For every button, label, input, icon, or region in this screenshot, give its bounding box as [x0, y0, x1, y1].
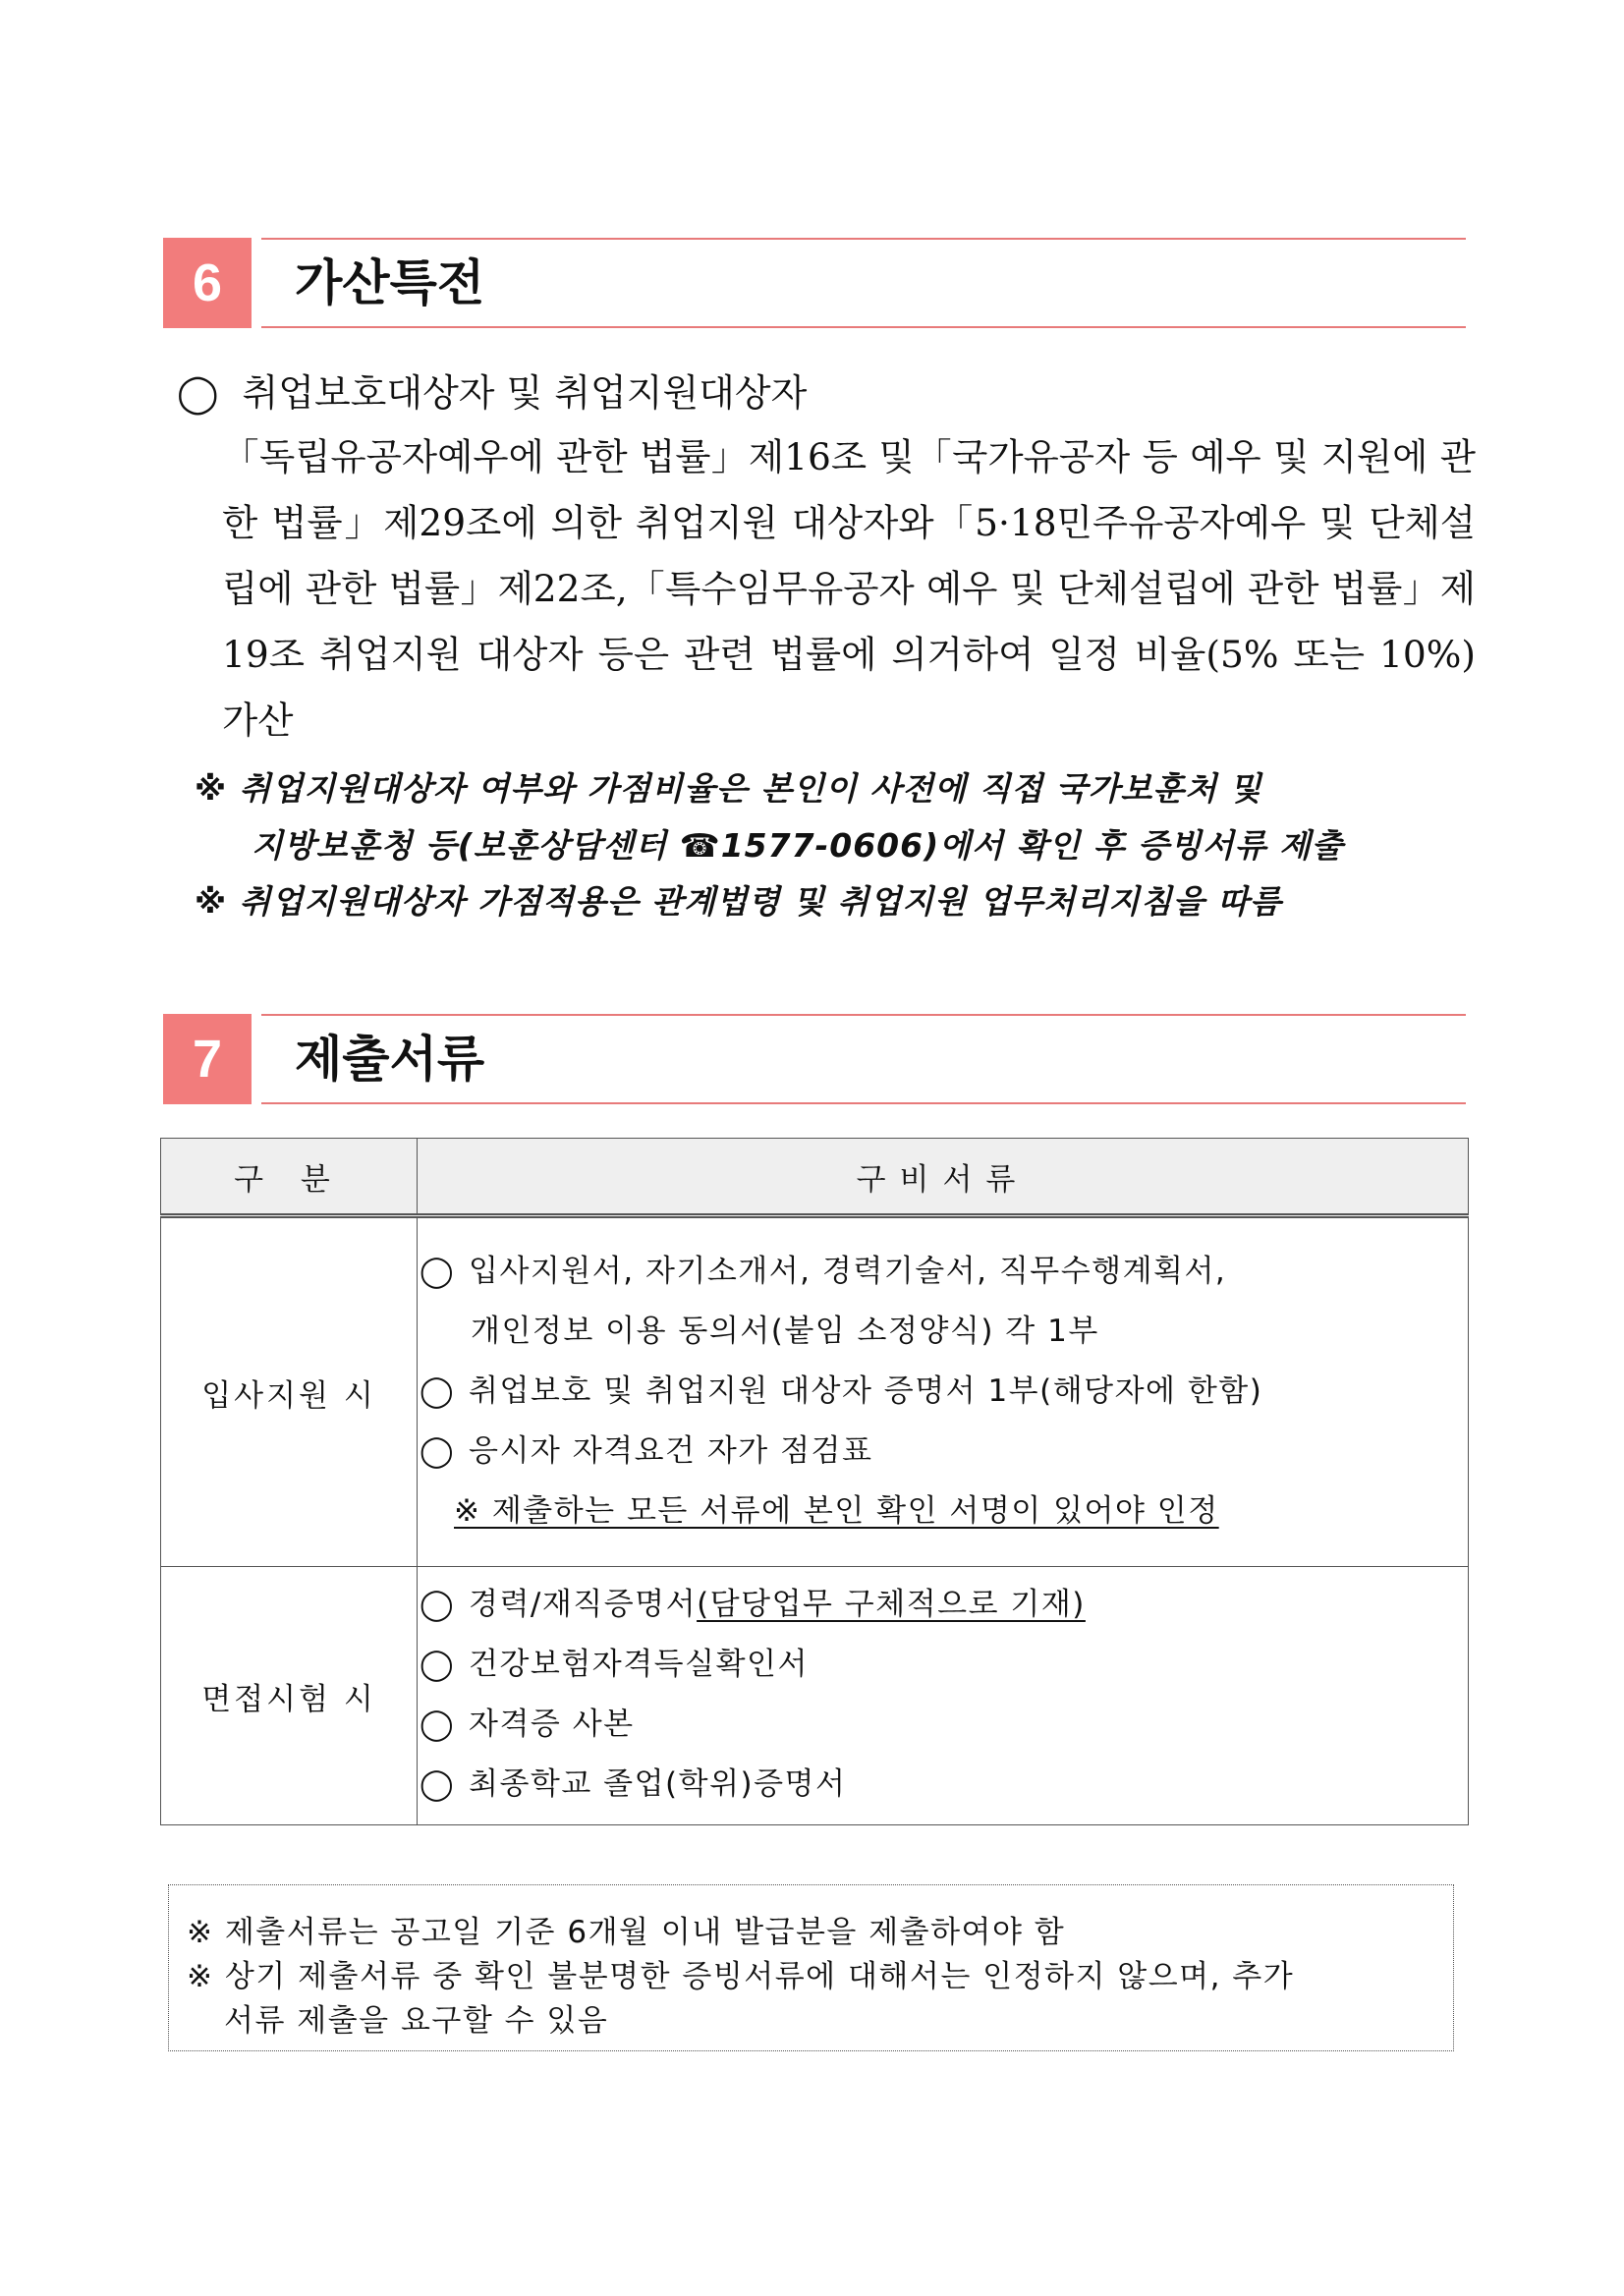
- bonus-item-heading: [177, 365, 807, 420]
- list-item: ◯ 경력/재직증명서(담당업무 구체적으로 기재): [123, 1575, 1468, 1635]
- list-item: ◯ 입사지원서, 자기소개서, 경력기술서, 직무수행계획서,: [123, 1242, 1468, 1302]
- section-title: 가산특전: [295, 254, 485, 311]
- circle-bullet-icon: ◯: [420, 1433, 456, 1469]
- section-number-badge: 7: [163, 1014, 252, 1104]
- category-interview: 면접시험 시: [161, 1567, 418, 1825]
- bonus-item-title: 취업보호대상자 및 취업지원대상자: [242, 371, 808, 415]
- table-row-application: [161, 1216, 1469, 1567]
- header-documents: 구비서류: [418, 1139, 1469, 1216]
- circle-bullet-icon: ◯: [420, 1647, 456, 1682]
- category-application: 입사지원 시: [161, 1216, 418, 1567]
- list-item: ◯ 자격증 사본: [123, 1695, 1468, 1755]
- section-number-badge: 6: [163, 238, 252, 328]
- circle-bullet-icon: ◯: [420, 1766, 456, 1802]
- list-item-continuation: 개인정보 이용 동의서(붙임 소정양식) 각 1부: [471, 1314, 1099, 1349]
- bonus-note-1-line-1: ※ 취업지원대상자 여부와 가점비율은 본인이 사전에 직접 국가보훈처 및: [195, 769, 1262, 808]
- submission-notice-box: [168, 1884, 1454, 2051]
- list-item: ◯ 취업보호 및 취업지원 대상자 증명서 1부(해당자에 한함): [123, 1362, 1468, 1422]
- circle-bullet-icon: ◯: [420, 1373, 456, 1409]
- list-item: ◯ 최종학교 졸업(학위)증명서: [123, 1755, 1468, 1815]
- notice-line: 서류 제출을 요구할 수 있음: [224, 2003, 609, 2039]
- bonus-note-2: ※ 취업지원대상자 가점적용은 관계법령 및 취업지원 업무처리지침을 따름: [195, 882, 1282, 921]
- section-6-header: [163, 238, 1466, 328]
- interview-document-list: [418, 1567, 1469, 1825]
- circle-bullet-icon: ◯: [420, 1707, 456, 1742]
- notice-line: ※ 상기 제출서류 중 확인 불분명한 증빙서류에 대해서는 인정하지 않으며, 추가: [187, 1959, 1295, 1994]
- documents-table: [160, 1138, 1469, 1825]
- list-item: ◯ 응시자 자격요건 자가 점검표: [123, 1422, 1468, 1482]
- header-rule-bottom: [261, 1102, 1466, 1104]
- header-rule-bottom: [261, 326, 1466, 328]
- bonus-note-1-line-2: 지방보훈청 등(보훈상담센터 ☎1577-0606)에서 확인 후 증빙서류 제출: [252, 826, 1344, 865]
- section-7-header: [163, 1014, 1466, 1104]
- header-category: 구 분: [161, 1139, 418, 1216]
- table-header-row: [161, 1139, 1469, 1216]
- application-document-list: [418, 1216, 1469, 1567]
- list-item: ◯ 건강보험자격득실확인서: [123, 1635, 1468, 1695]
- circle-bullet-icon: ◯: [177, 371, 219, 415]
- signature-note: ※ 제출하는 모든 서류에 본인 확인 서명이 있어야 인정: [454, 1493, 1219, 1529]
- table-row-interview: [161, 1567, 1469, 1825]
- bonus-paragraph: 「독립유공자예우에 관한 법률」제16조 및「국가유공자 등 예우 및 지원에 관한 법률」제29조에 의한 취업지원 대상자와「5·18민주유공자예우 및 단체설립에 관한 법률」제22조,「특수임무유공자 예우 및 단체설립에 관한 법률」제19조 취업지원 대상자 등은 관련 법률에 의거하여 일정 비율(5% 또는 10%) 가산: [222, 435, 1476, 742]
- circle-bullet-icon: ◯: [420, 1587, 456, 1622]
- section-title: 제출서류: [295, 1031, 485, 1088]
- notice-line: ※ 제출서류는 공고일 기준 6개월 이내 발급분을 제출하여야 함: [187, 1915, 1066, 1950]
- circle-bullet-icon: ◯: [420, 1254, 456, 1289]
